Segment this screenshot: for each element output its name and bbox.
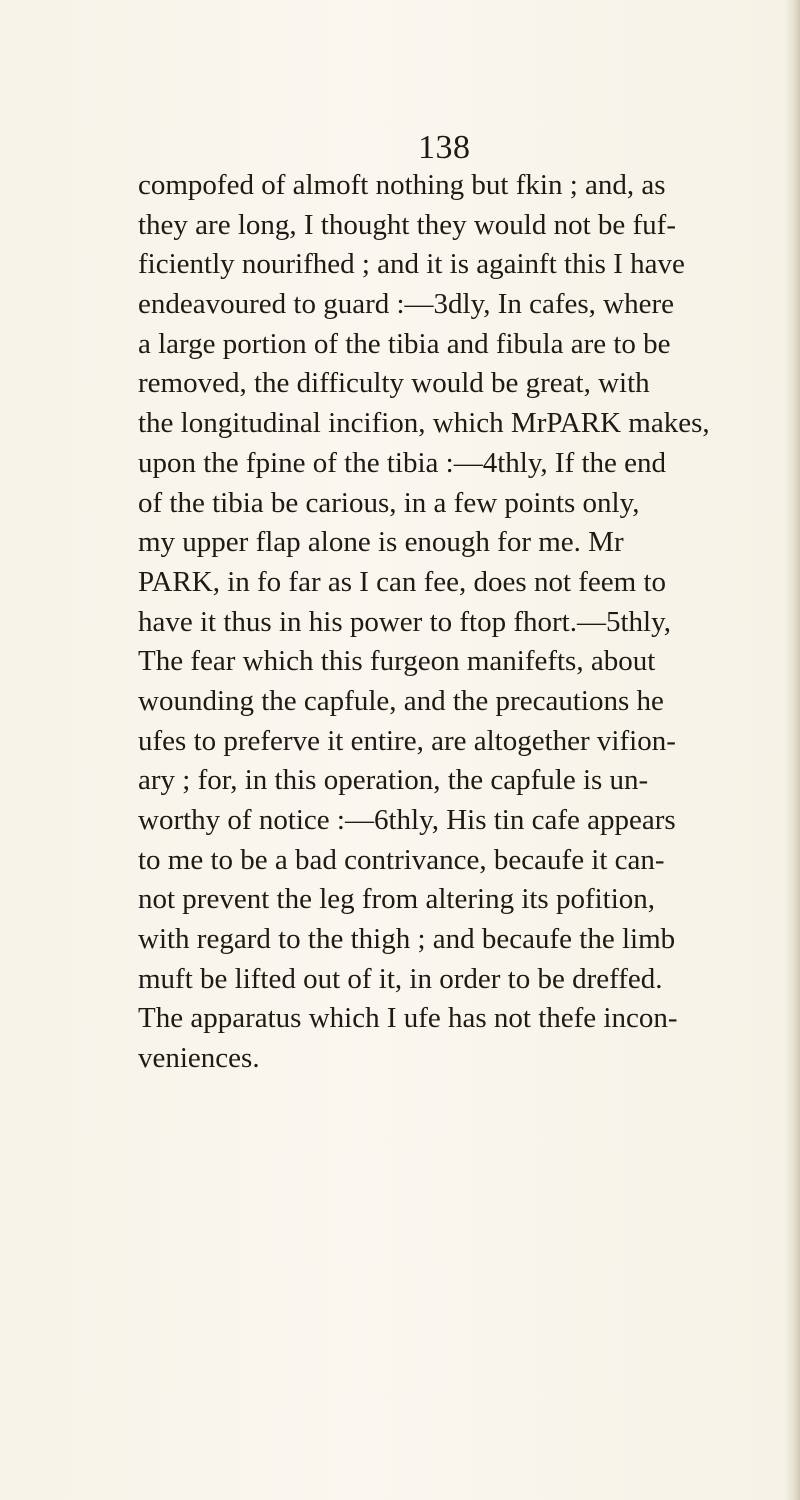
text-line: compofed of almoft nothing but fkin ; and, as <box>138 169 666 201</box>
text-line: upon the fpine of the tibia :—4thly, If the end <box>138 446 667 479</box>
text-line: PARK, in fo far as I can fee, does not feem to <box>138 565 667 598</box>
page-edge <box>786 0 800 1500</box>
text-line: worthy of notice :—6thly, His tin cafe appears <box>138 804 676 836</box>
text-line: veniences. <box>138 1042 260 1075</box>
text-line: the longitudinal incifion, which MrPARK makes, <box>138 407 710 440</box>
text-line: endeavoured to guard :—3dly, In cafes, where <box>138 288 675 321</box>
text-line: to me to be a bad contrivance, becaufe it can- <box>138 843 665 876</box>
text-line: have it thus in his power to ftop fhort.—5thly, <box>138 605 671 638</box>
text-line: ary ; for, in this operation, the capfule is un- <box>138 764 649 797</box>
text-line: of the tibia be carious, in a few points only, <box>138 486 640 519</box>
text-line: The apparatus which I ufe has not thefe incon- <box>138 1002 678 1035</box>
body-text <box>138 166 772 1079</box>
text-line: ficiently nourifhed ; and it is againft this I have <box>138 248 685 281</box>
text-line: with regard to the thigh ; and becaufe the limb <box>138 923 676 956</box>
text-line: a large portion of the tibia and fibula are to be <box>138 327 671 360</box>
text-line: not prevent the leg from altering its pofition, <box>138 883 656 916</box>
text-line: ufes to preferve it entire, are altogether vifion- <box>138 724 676 757</box>
text-line: The fear which this furgeon manifefts, about <box>138 645 656 678</box>
text-line: wounding the capfule, and the precautions he <box>138 684 664 717</box>
text-line: they are long, I thought they would not be fuf- <box>138 208 676 241</box>
text-line: my upper flap alone is enough for me. Mr <box>138 526 624 559</box>
text-line: muft be lifted out of it, in order to be dreffed. <box>138 962 663 995</box>
page-number: 138 <box>418 129 471 166</box>
text-line: removed, the difficulty would be great, with <box>138 367 650 400</box>
